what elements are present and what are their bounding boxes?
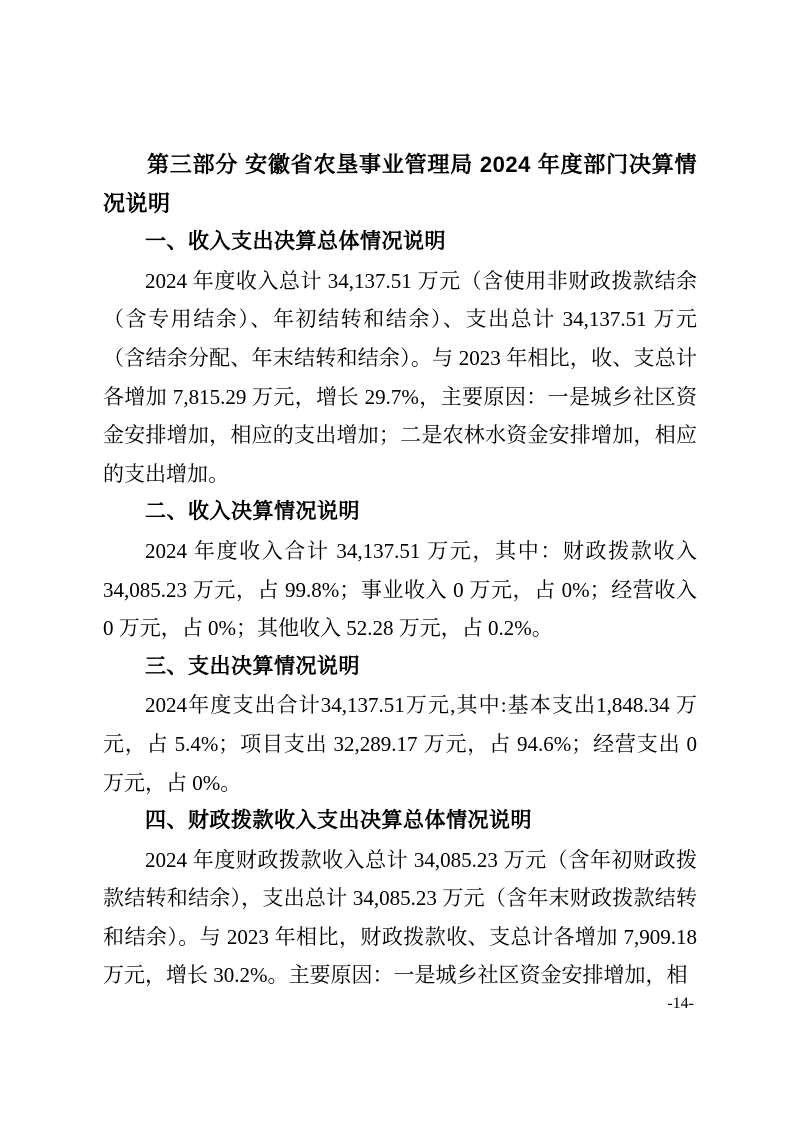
section-income-expenditure-overview: [103, 223, 697, 493]
section-fiscal-appropriation-overview: [103, 802, 697, 995]
section-body-2: 2024 年度收入合计 34,137.51 万元，其中：财政拨款收入 34,085.23 万元，占 99.8%；事业收入 0 万元，占 0%；经营收入 0 万元，占 0%；其他收入 52.28 万元，占 0.2%。: [103, 538, 697, 641]
section-body-3: 2024年度支出合计34,137.51万元,其中:基本支出1,848.34 万元，占 5.4%；项目支出 32,289.17 万元，占 94.6%；经营支出 0 万元，占 0%。: [103, 693, 697, 795]
section-body-1: 2024 年度收入总计 34,137.51 万元（含使用非财政拨款结余（含专用结余）、年初结转和结余）、支出总计 34,137.51 万元（含结余分配、年末结转和结余）。与 2023 年相比，收、支总计各增加 7,815.29 万元，增长 29.7%，主要原因：一是城乡社区资金安排增加，相应的支出增加；二是农林水资金安排增加，相应的支出增加。: [103, 268, 697, 486]
section-expenditure-details: [103, 648, 697, 802]
section-heading-4: 四、财政拨款收入支出决算总体情况说明: [145, 809, 532, 833]
document-body: [103, 146, 697, 995]
page-number: -14-: [667, 995, 694, 1012]
section-body-4: 2024 年度财政拨款收入总计 34,085.23 万元（含年初财政拨款结转和结余），支出总计 34,085.23 万元（含年末财政拨款结转和结余）。与 2023 年相比，财政拨款收、支总计各增加 7,909.18 万元，增长 30.2%。主要原因：一是城乡社区资金安排增加，相: [103, 847, 697, 988]
section-heading-3: 三、支出决算情况说明: [145, 654, 360, 678]
section-income-details: [103, 493, 697, 647]
section-heading-1: 一、收入支出决算总体情况说明: [145, 230, 446, 254]
document-title: 第三部分 安徽省农垦事业管理局 2024 年度部门决算情况说明: [103, 152, 697, 216]
section-heading-2: 二、收入决算情况说明: [145, 500, 360, 524]
